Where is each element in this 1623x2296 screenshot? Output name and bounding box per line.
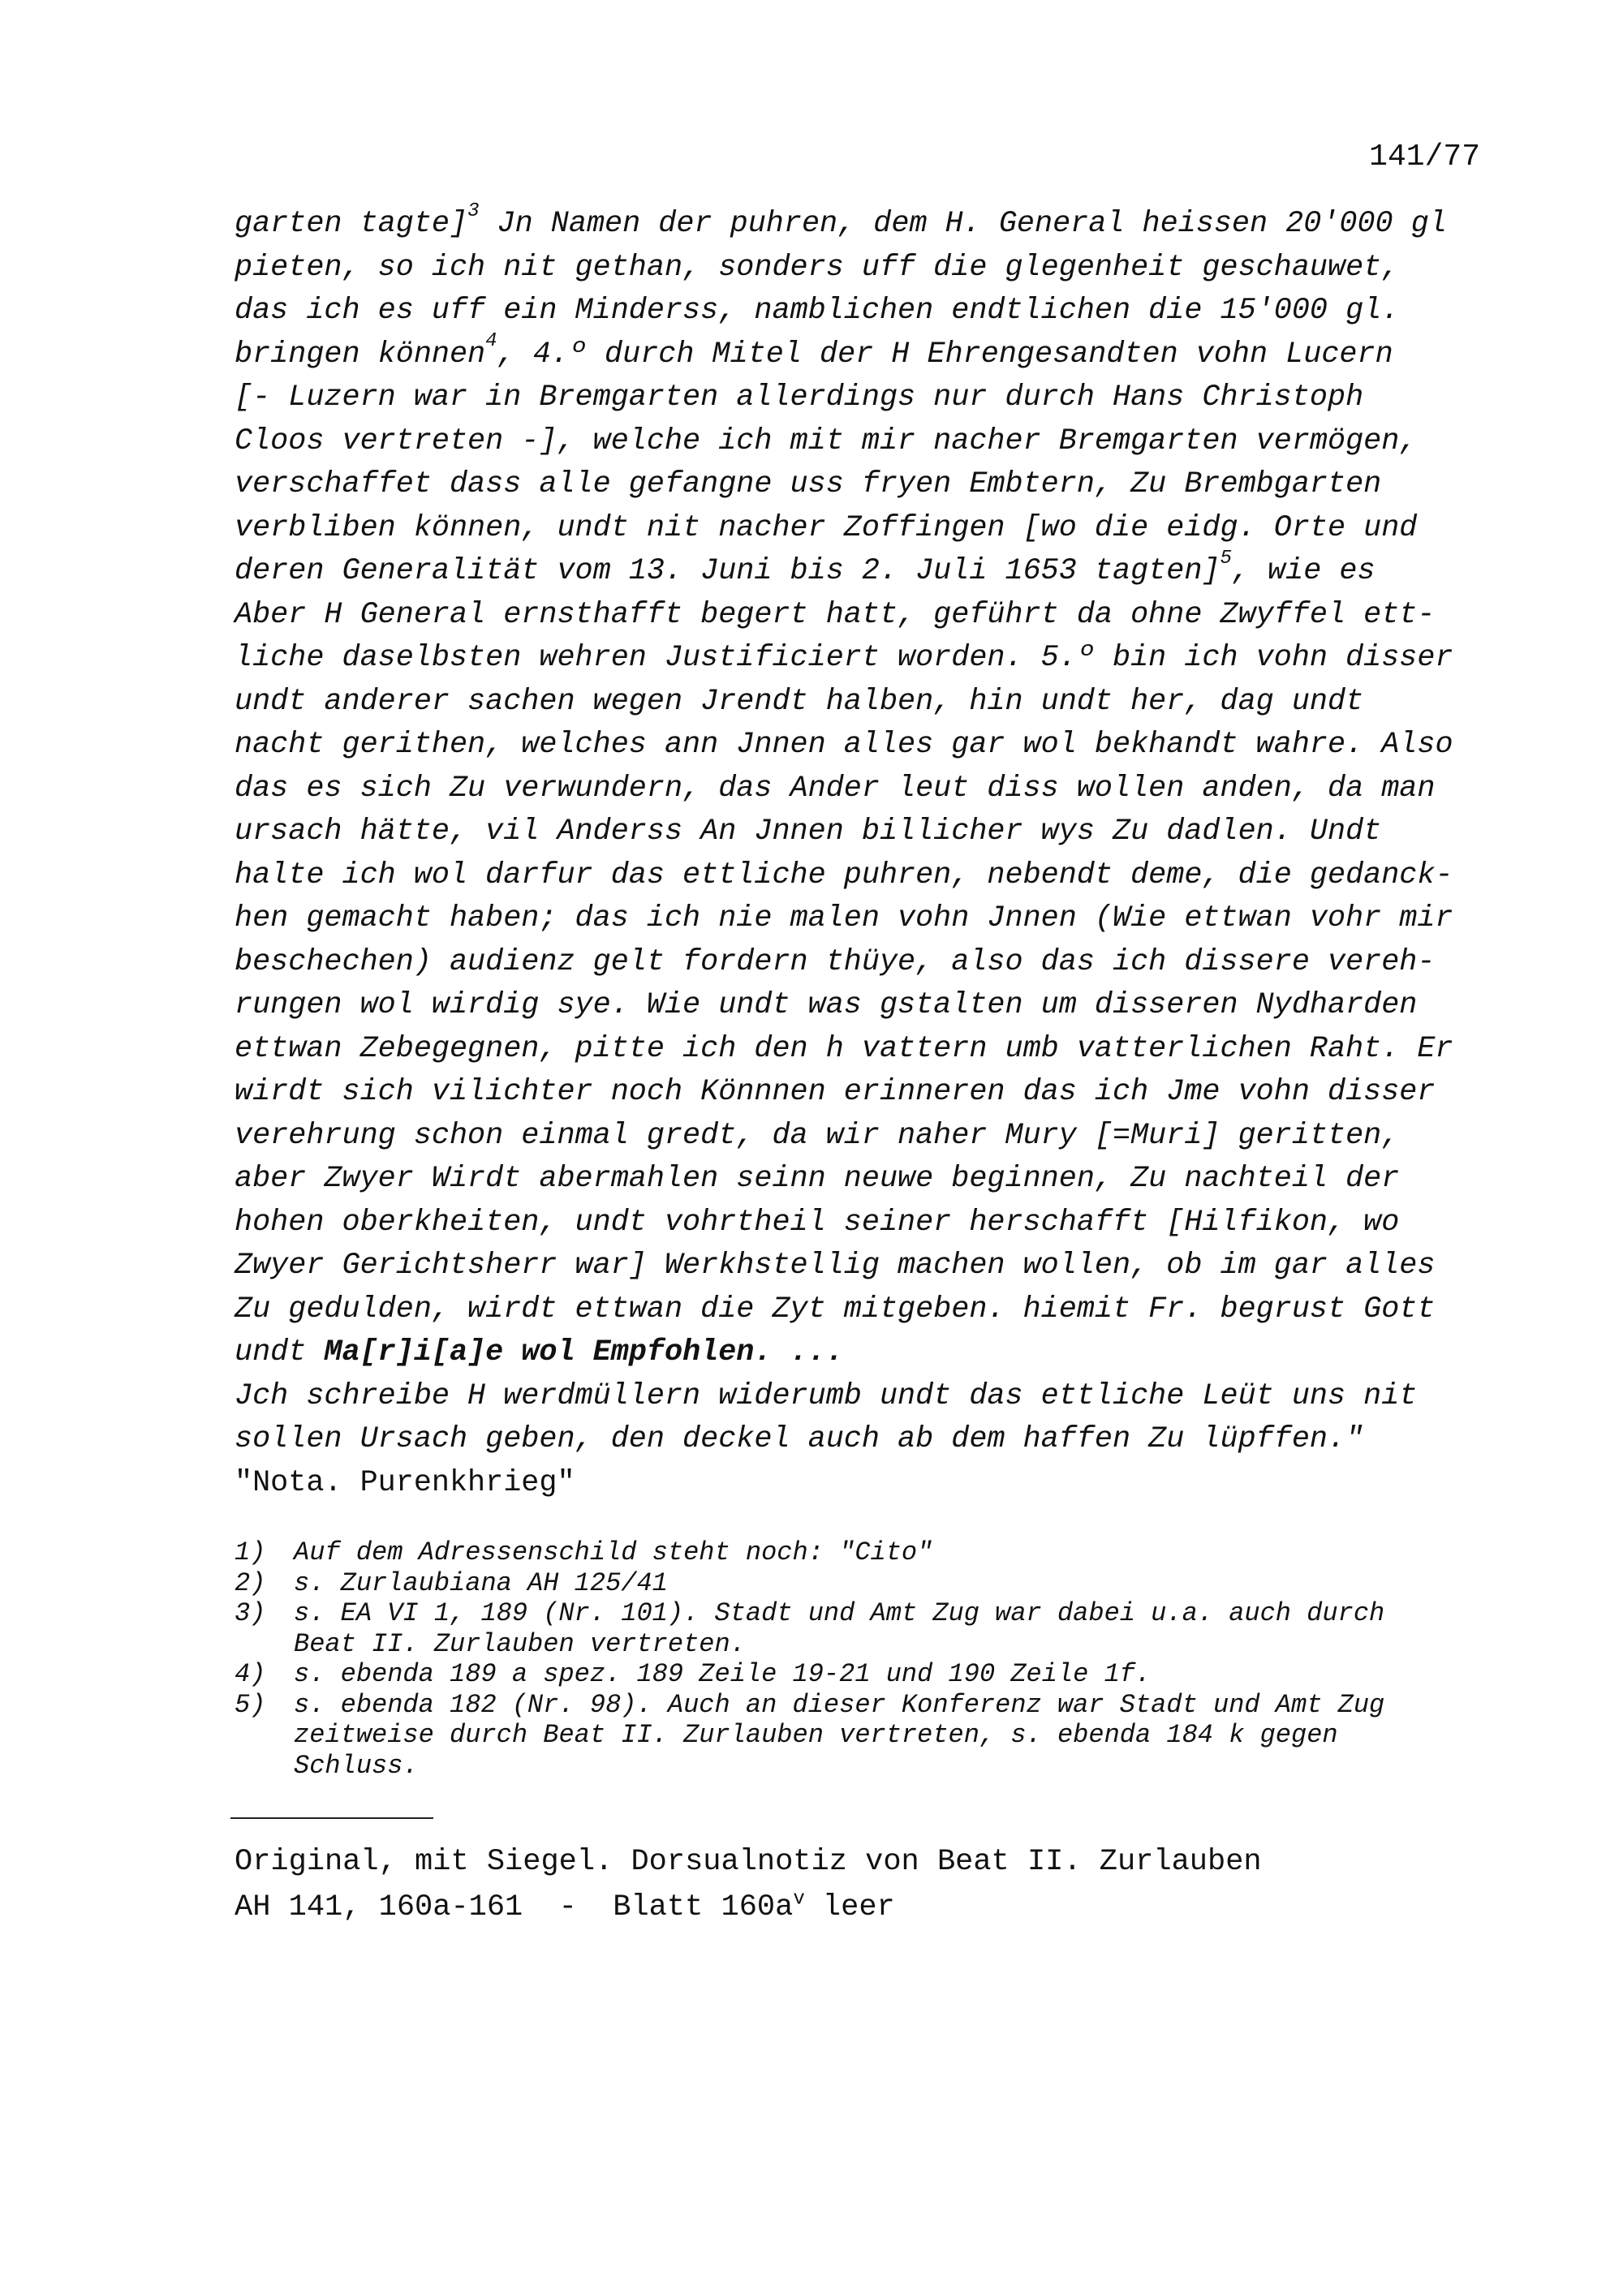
source-line-1: Original, mit Siegel. Dorsualnotiz von Beat II. Zurlauben <box>235 1845 1262 1879</box>
footnote-1 <box>235 1537 1500 1568</box>
footnote-number: 2) <box>235 1567 266 1598</box>
source-note <box>235 1839 1262 1930</box>
body-line: bringen können$^4$, 4.º durch Mitel der H Ehrengesandten vohn Lucern <box>235 330 1393 372</box>
footnotes <box>235 1537 1500 1781</box>
body-line: garten tagte]$^3$ Jn Namen der puhren, dem H. General heissen 20'000 gl <box>235 200 1447 241</box>
body-line: pieten, so ich nit gethan, sonders uff die glegenheit geschauwet, <box>235 250 1400 285</box>
body-line: verehrung schon einmal gredt, da wir naher Mury [=Muri] geritten, <box>235 1118 1400 1153</box>
body-line: halte ich wol darfur das ettliche puhren, nebendt deme, die gedanck- <box>235 858 1453 892</box>
footnote-ref-5[interactable]: 5 <box>1220 547 1232 570</box>
body-line: Zwyer Gerichtsherr war] Werkhstellig machen wollen, ob im gar alles <box>235 1249 1436 1283</box>
body-line: ettwan Zebegegnen, pitte ich den h vattern umb vatterlichen Raht. Er <box>235 1031 1453 1066</box>
footnote-text: s. ebenda 182 (Nr. 98). Auch an dieser Konferenz war Stadt und Amt Zug <box>294 1689 1385 1720</box>
body-line: undt Ma[r]i[a]e wol Empfohlen. ... <box>235 1335 844 1369</box>
footnote-number: 3) <box>235 1598 266 1628</box>
footnote-number: 5) <box>235 1689 266 1720</box>
verso-mark: v <box>793 1888 805 1911</box>
footnote-number: 4) <box>235 1659 266 1689</box>
body-line: verbliben können, undt nit nacher Zoffingen [wo die eidg. Orte und <box>235 510 1418 545</box>
body-line: Jch schreibe H werdmüllern widerumb undt das ettliche Leüt uns nit <box>235 1378 1418 1413</box>
footnote-4 <box>235 1659 1500 1690</box>
page-number: 141/77 <box>1369 140 1480 174</box>
footnote-2 <box>235 1568 1500 1599</box>
footnote-ref-3[interactable]: 3 <box>467 200 480 222</box>
source-line-2: AH 141, 160a-161 - Blatt $160a^v$ leer <box>235 1888 895 1924</box>
body-line: verschaffet dass alle gefangne uss fryen Embtern, Zu Brembgarten <box>235 467 1382 501</box>
body-line: undt anderer sachen wegen Jrendt halben, hin undt her, dag undt <box>235 684 1364 719</box>
nota-line: "Nota. Purenkhrieg" <box>235 1465 575 1500</box>
footnote-text: s. Zurlaubiana AH 125/41 <box>294 1567 668 1598</box>
footnote-5 <box>235 1690 1500 1782</box>
footnote-number: 1) <box>235 1537 266 1567</box>
body-line: nacht gerithen, welches ann Jnnen alles gar wol bekhandt wahre. Also <box>235 728 1453 762</box>
source-separator <box>230 1817 433 1819</box>
footnote-text: s. ebenda 189 a spez. 189 Zeile 19-21 und 190 Zeile 1f. <box>294 1659 1152 1689</box>
body-line: ursach hätte, vil Anderss An Jnnen billicher wys Zu dadlen. Undt <box>235 815 1382 849</box>
body-line: [- Luzern war in Bremgarten allerdings nur durch Hans Christoph <box>235 381 1364 415</box>
body-line: Cloos vertreten -], welche ich mit mir nacher Bremgarten vermögen, <box>235 424 1418 458</box>
body-line: wirdt sich vilichter noch Könnnen erinneren das ich Jme vohn disser <box>235 1075 1436 1109</box>
footnote-text: Schluss. <box>294 1750 419 1781</box>
footnote-text: Auf dem Adressenschild steht noch: "Cito" <box>294 1537 933 1567</box>
footnote-3 <box>235 1598 1500 1659</box>
bold-name: Ma[r]i[a]e <box>324 1335 504 1369</box>
footnote-text: zeitweise durch Beat II. Zurlauben vertreten, s. ebenda 184 k gegen <box>294 1720 1338 1750</box>
footnote-ref-4[interactable]: 4 <box>485 330 497 353</box>
body-line: hohen oberkheiten, undt vohrtheil seiner herschafft [Hilfikon, wo <box>235 1205 1400 1240</box>
letter-body <box>235 200 1500 1505</box>
footnote-text: Beat II. Zurlauben vertreten. <box>294 1628 746 1659</box>
body-line: das ich es uff ein Minderss, namblichen endtlichen die 15'000 gl. <box>235 294 1400 328</box>
body-line: beschechen) audienz gelt fordern thüye, also das ich dissere vereh- <box>235 944 1436 979</box>
body-line: aber Zwyer Wirdt abermahlen seinn neuwe beginnen, Zu nachteil der <box>235 1162 1400 1196</box>
body-line: das es sich Zu verwundern, das Ander leut diss wollen anden, da man <box>235 771 1436 806</box>
body-line: liche daselbsten wehren Justificiert worden. 5.º bin ich vohn disser <box>235 641 1453 675</box>
body-line: sollen Ursach geben, den deckel auch ab dem haffen Zu lüpffen." <box>235 1422 1364 1456</box>
body-line: rungen wol wirdig sye. Wie undt was gstalten um disseren Nydharden <box>235 988 1418 1022</box>
body-line: Zu gedulden, wirdt ettwan die Zyt mitgeben. hiemit Fr. begrust Gott <box>235 1292 1436 1326</box>
footnote-text: s. EA VI 1, 189 (Nr. 101). Stadt und Amt Zug war dabei u.a. auch durch <box>294 1598 1385 1628</box>
body-line: deren Generalität vom 13. Juni bis 2. Juli 1653 tagten]$^5$, wie es <box>235 547 1375 588</box>
body-line: Aber H General ernsthafft begert hatt, geführt da ohne Zwyffel ett- <box>235 597 1436 632</box>
body-line: hen gemacht haben; das ich nie malen vohn Jnnen (Wie ettwan vohr mir <box>235 901 1453 935</box>
